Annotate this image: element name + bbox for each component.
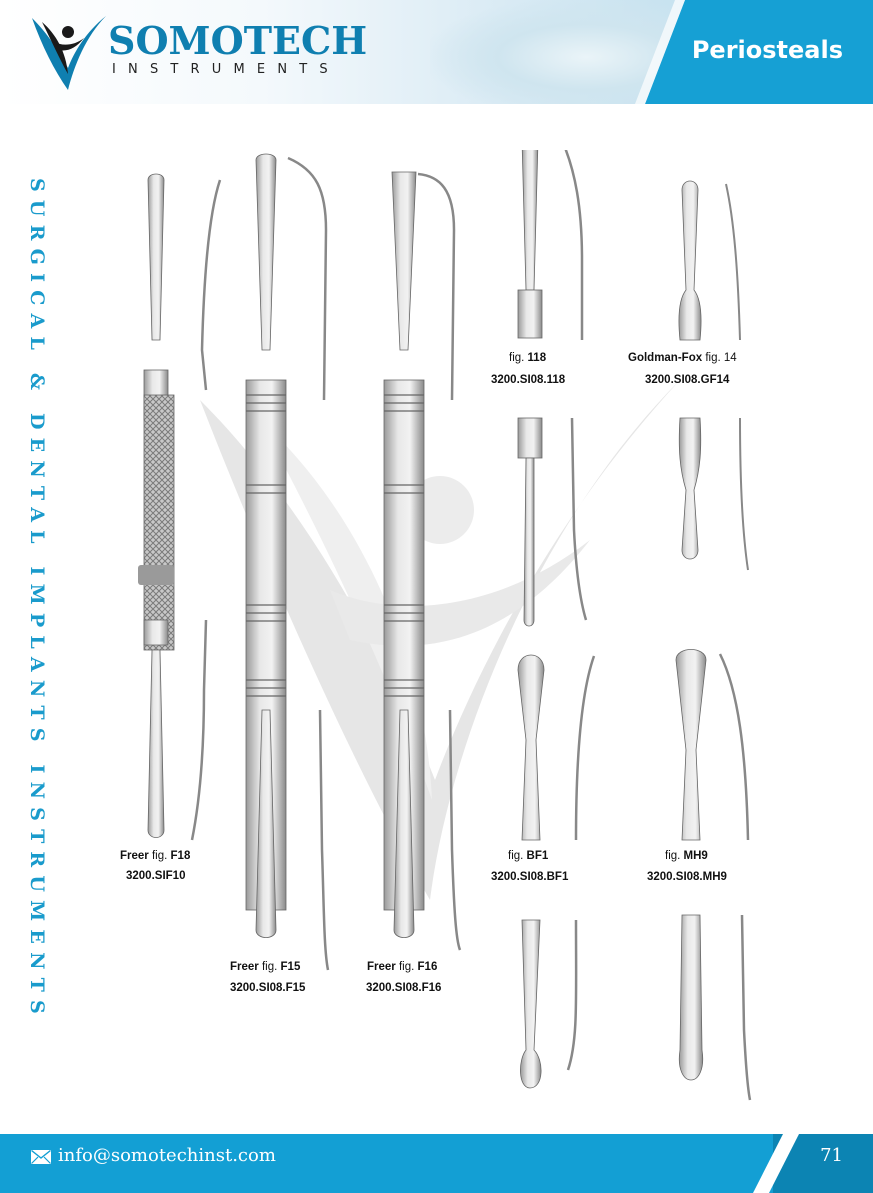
page-footer [0, 1134, 873, 1193]
product-code-f18: 3200.SIF10 [126, 870, 186, 882]
instrument-118 [518, 150, 586, 626]
footer-email-link[interactable]: info@somotechinst.com [58, 1145, 276, 1166]
product-caption-f15: Freer fig. F15 [230, 961, 301, 973]
product-caption-f16: Freer fig. F16 [367, 961, 438, 973]
product-code-f15: 3200.SI08.F15 [230, 982, 306, 994]
footer-stripe [753, 1134, 803, 1193]
page-number: 71 [820, 1145, 843, 1166]
instrument-illustrations [120, 150, 760, 1110]
page-header [0, 0, 873, 104]
instrument-freer-f16 [384, 172, 460, 950]
side-category-title: SURGICAL & DENTAL IMPLANTS INSTRUMENTS [26, 178, 48, 1022]
product-code-f16: 3200.SI08.F16 [366, 982, 442, 994]
brand-name: SOMOTECH [108, 18, 368, 63]
product-caption-bf1: fig. BF1 [508, 850, 549, 862]
product-code-118: 3200.SI08.118 [491, 374, 566, 386]
instrument-freer-f18 [138, 174, 220, 840]
mail-icon [31, 1150, 51, 1164]
brand-subtitle: INSTRUMENTS [112, 62, 340, 77]
brand-logo-icon [28, 12, 108, 94]
product-caption-f18: Freer fig. F18 [120, 850, 191, 862]
section-title: Periosteals [691, 36, 843, 64]
product-caption-mh9: fig. MH9 [665, 850, 708, 862]
product-code-bf1: 3200.SI08.BF1 [491, 871, 569, 883]
instrument-freer-f15 [246, 154, 328, 970]
product-code-mh9: 3200.SI08.MH9 [647, 871, 727, 883]
product-caption-gf14: Goldman-Fox fig. 14 [628, 352, 737, 364]
product-code-gf14: 3200.SI08.GF14 [645, 374, 730, 386]
product-caption-118: fig. 118 [509, 352, 547, 364]
